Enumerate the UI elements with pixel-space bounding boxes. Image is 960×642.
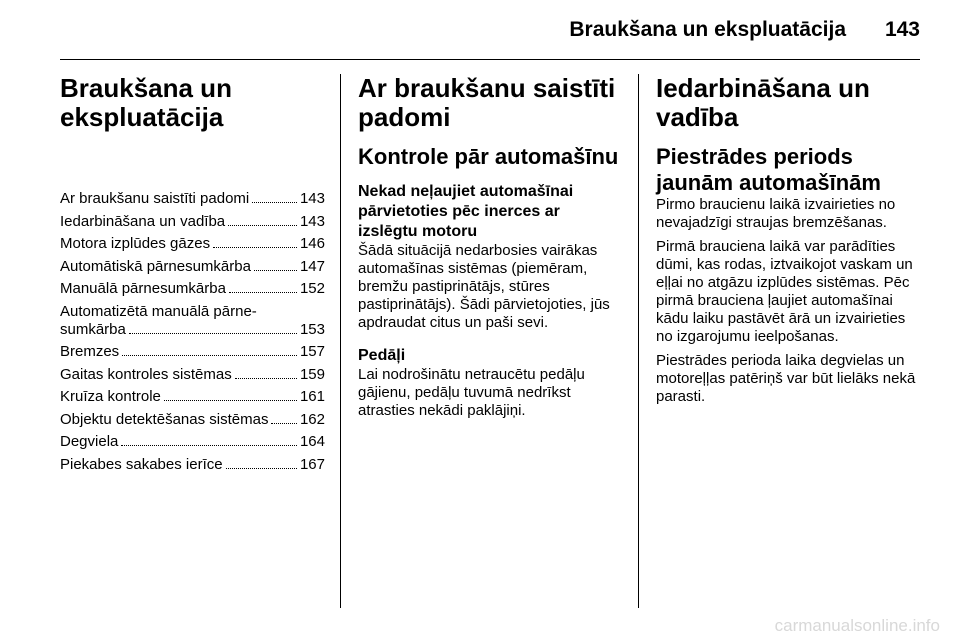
toc-item[interactable]: Manuālā pārnesumkārba 152 [60, 280, 325, 297]
watermark: carmanualsonline.info [774, 616, 940, 635]
toc-item[interactable]: Piekabes sakabes ierīce 167 [60, 455, 325, 473]
driving-hints-column [358, 74, 621, 420]
table-of-contents [60, 190, 325, 474]
body-paragraph: Lai nodrošinātu netraucētu pedāļu gājienu, pedāļu tuvumā nedrīkst atrasties nekādi paklājiņi. [358, 366, 585, 419]
toc-item[interactable]: Bremzes 157 [60, 343, 325, 360]
subsection-heading: Piestrādes periods jaunām automašīnām [656, 144, 881, 195]
toc-item[interactable]: Ar braukšanu saistīti padomi 143 [60, 190, 325, 207]
starting-column [656, 74, 922, 406]
body-paragraph: Pirmo braucienu laikā izvairieties no nevajadzīgi straujas bremzēšanas. [656, 196, 896, 231]
body-paragraph: Pirmā brauciena laikā var parādīties dūmi, kas rodas, iztvaikojot vaskam un eļļai no atgāzu izplūdes sistēmas. Pēc pirmā brauciena ļaujiet automašīnai kādu laiku pastāvēt ārā un izvairieties no izgarojumu ieelpošanas. [656, 238, 913, 345]
header-divider [60, 59, 920, 60]
toc-item[interactable]: Automatizētā manuālā pārne- sumkārba 153 [60, 302, 325, 338]
body-paragraph: Piestrādes perioda laika degvielas un motoreļļas patēriņš var būt lielāks nekā parasti. [656, 352, 916, 405]
toc-item[interactable]: Degviela 164 [60, 433, 325, 450]
toc-item[interactable]: Gaitas kontroles sistēmas 159 [60, 365, 325, 383]
topic-heading: Pedāļi [358, 347, 406, 364]
toc-item[interactable]: Kruīza kontrole 161 [60, 388, 325, 405]
section-heading: Iedarbināšana un vadība [656, 73, 870, 132]
toc-item[interactable]: Iedarbināšana un vadība 143 [60, 212, 325, 230]
toc-item[interactable]: Automātiskā pārnesumkārba 147 [60, 257, 325, 275]
toc-column [60, 74, 325, 478]
toc-item[interactable]: Motora izplūdes gāzes 146 [60, 235, 325, 252]
section-heading: Ar braukšanu saistīti padomi [358, 73, 616, 132]
page-number: 143 [884, 18, 920, 41]
subsection-heading: Kontrole pār automašīnu [358, 144, 619, 169]
body-paragraph: Šādā situācijā nedarbosies vairākas automašīnas sistēmas (piemēram, bremžu pastiprinātājs, stūres pastiprinātājs). Šādi pārvietojoties, jūs apdraudat citus un paši sevi. [358, 242, 610, 331]
chapter-title: Braukšana un ekspluatācija [60, 73, 232, 132]
column-divider-1 [340, 74, 341, 608]
topic-heading: Nekad neļaujiet automašīnai pārvietoties pēc inerces ar izslēgtu motoru [358, 183, 574, 240]
running-header-title: Braukšana un ekspluatācija [569, 18, 846, 41]
toc-item[interactable]: Objektu detektēšanas sistēmas 162 [60, 410, 325, 428]
column-divider-2 [638, 74, 639, 608]
